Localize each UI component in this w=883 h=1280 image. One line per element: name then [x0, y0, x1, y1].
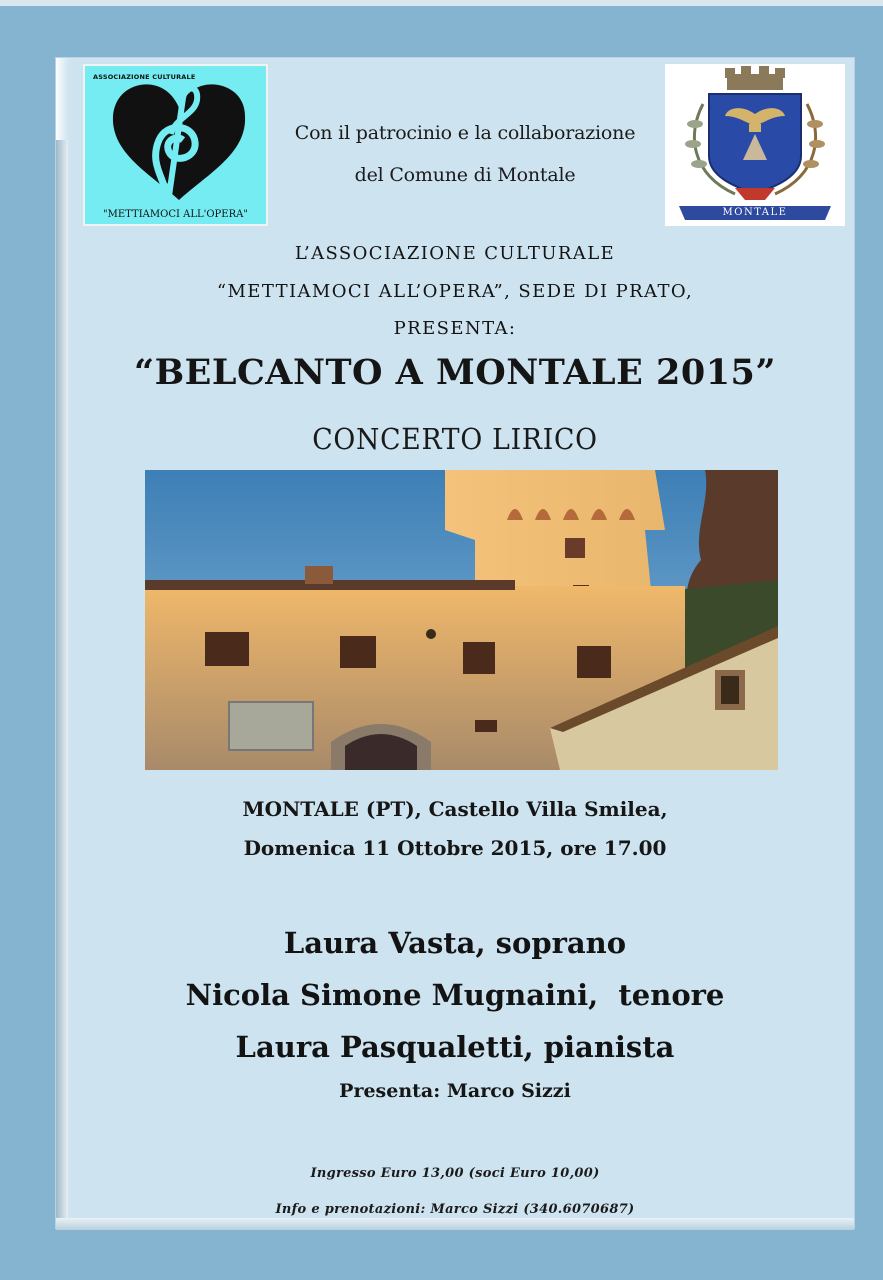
logo-association-label: ASSOCIAZIONE CULTURALE [93, 73, 196, 81]
coat-of-arms-icon [665, 64, 845, 226]
castle-villa-image [145, 470, 778, 770]
venue-location: MONTALE (PT), Castello Villa Smilea, [242, 797, 668, 821]
logo-association-name: "METTIAMOCI ALL'OPERA" [103, 209, 248, 220]
ticket-price: Ingresso Euro 13,00 (soci Euro 10,00) [310, 1166, 600, 1181]
booking-info: Info e prenotazioni: Marco Sizzi (340.6070687) [275, 1202, 635, 1217]
performer-pianist: Laura Pasqualetti, pianista [235, 1030, 675, 1064]
montale-coat-of-arms [665, 64, 845, 226]
header-line-1: L’ASSOCIAZIONE CULTURALE [294, 243, 616, 264]
castle-photo [145, 470, 778, 770]
page-bottom-edge [56, 1218, 854, 1230]
heart-treble-clef-icon [109, 78, 249, 208]
top-strip [0, 0, 883, 6]
venue-date-time: Domenica 11 Ottobre 2015, ore 17.00 [243, 836, 667, 860]
patronage-text [280, 112, 650, 196]
patronage-line-1: Con il patrocinio e la collaborazione [294, 122, 636, 144]
header-line-2: “METTIAMOCI ALL’OPERA”, SEDE DI PRATO, [216, 281, 694, 302]
coat-banner-text: MONTALE [722, 207, 788, 218]
performer-tenor: Nicola Simone Mugnaini, tenore [185, 978, 725, 1012]
event-title: “BELCANTO A MONTALE 2015” [133, 352, 777, 393]
patronage-line-2: del Comune di Montale [354, 164, 576, 186]
association-logo [83, 64, 268, 226]
presenter-text: Presenta: Marco Sizzi [339, 1080, 571, 1102]
performer-soprano: Laura Vasta, soprano [283, 926, 627, 960]
event-subtitle: CONCERTO LIRICO [312, 422, 598, 456]
header-line-3: PRESENTA: [393, 318, 517, 339]
